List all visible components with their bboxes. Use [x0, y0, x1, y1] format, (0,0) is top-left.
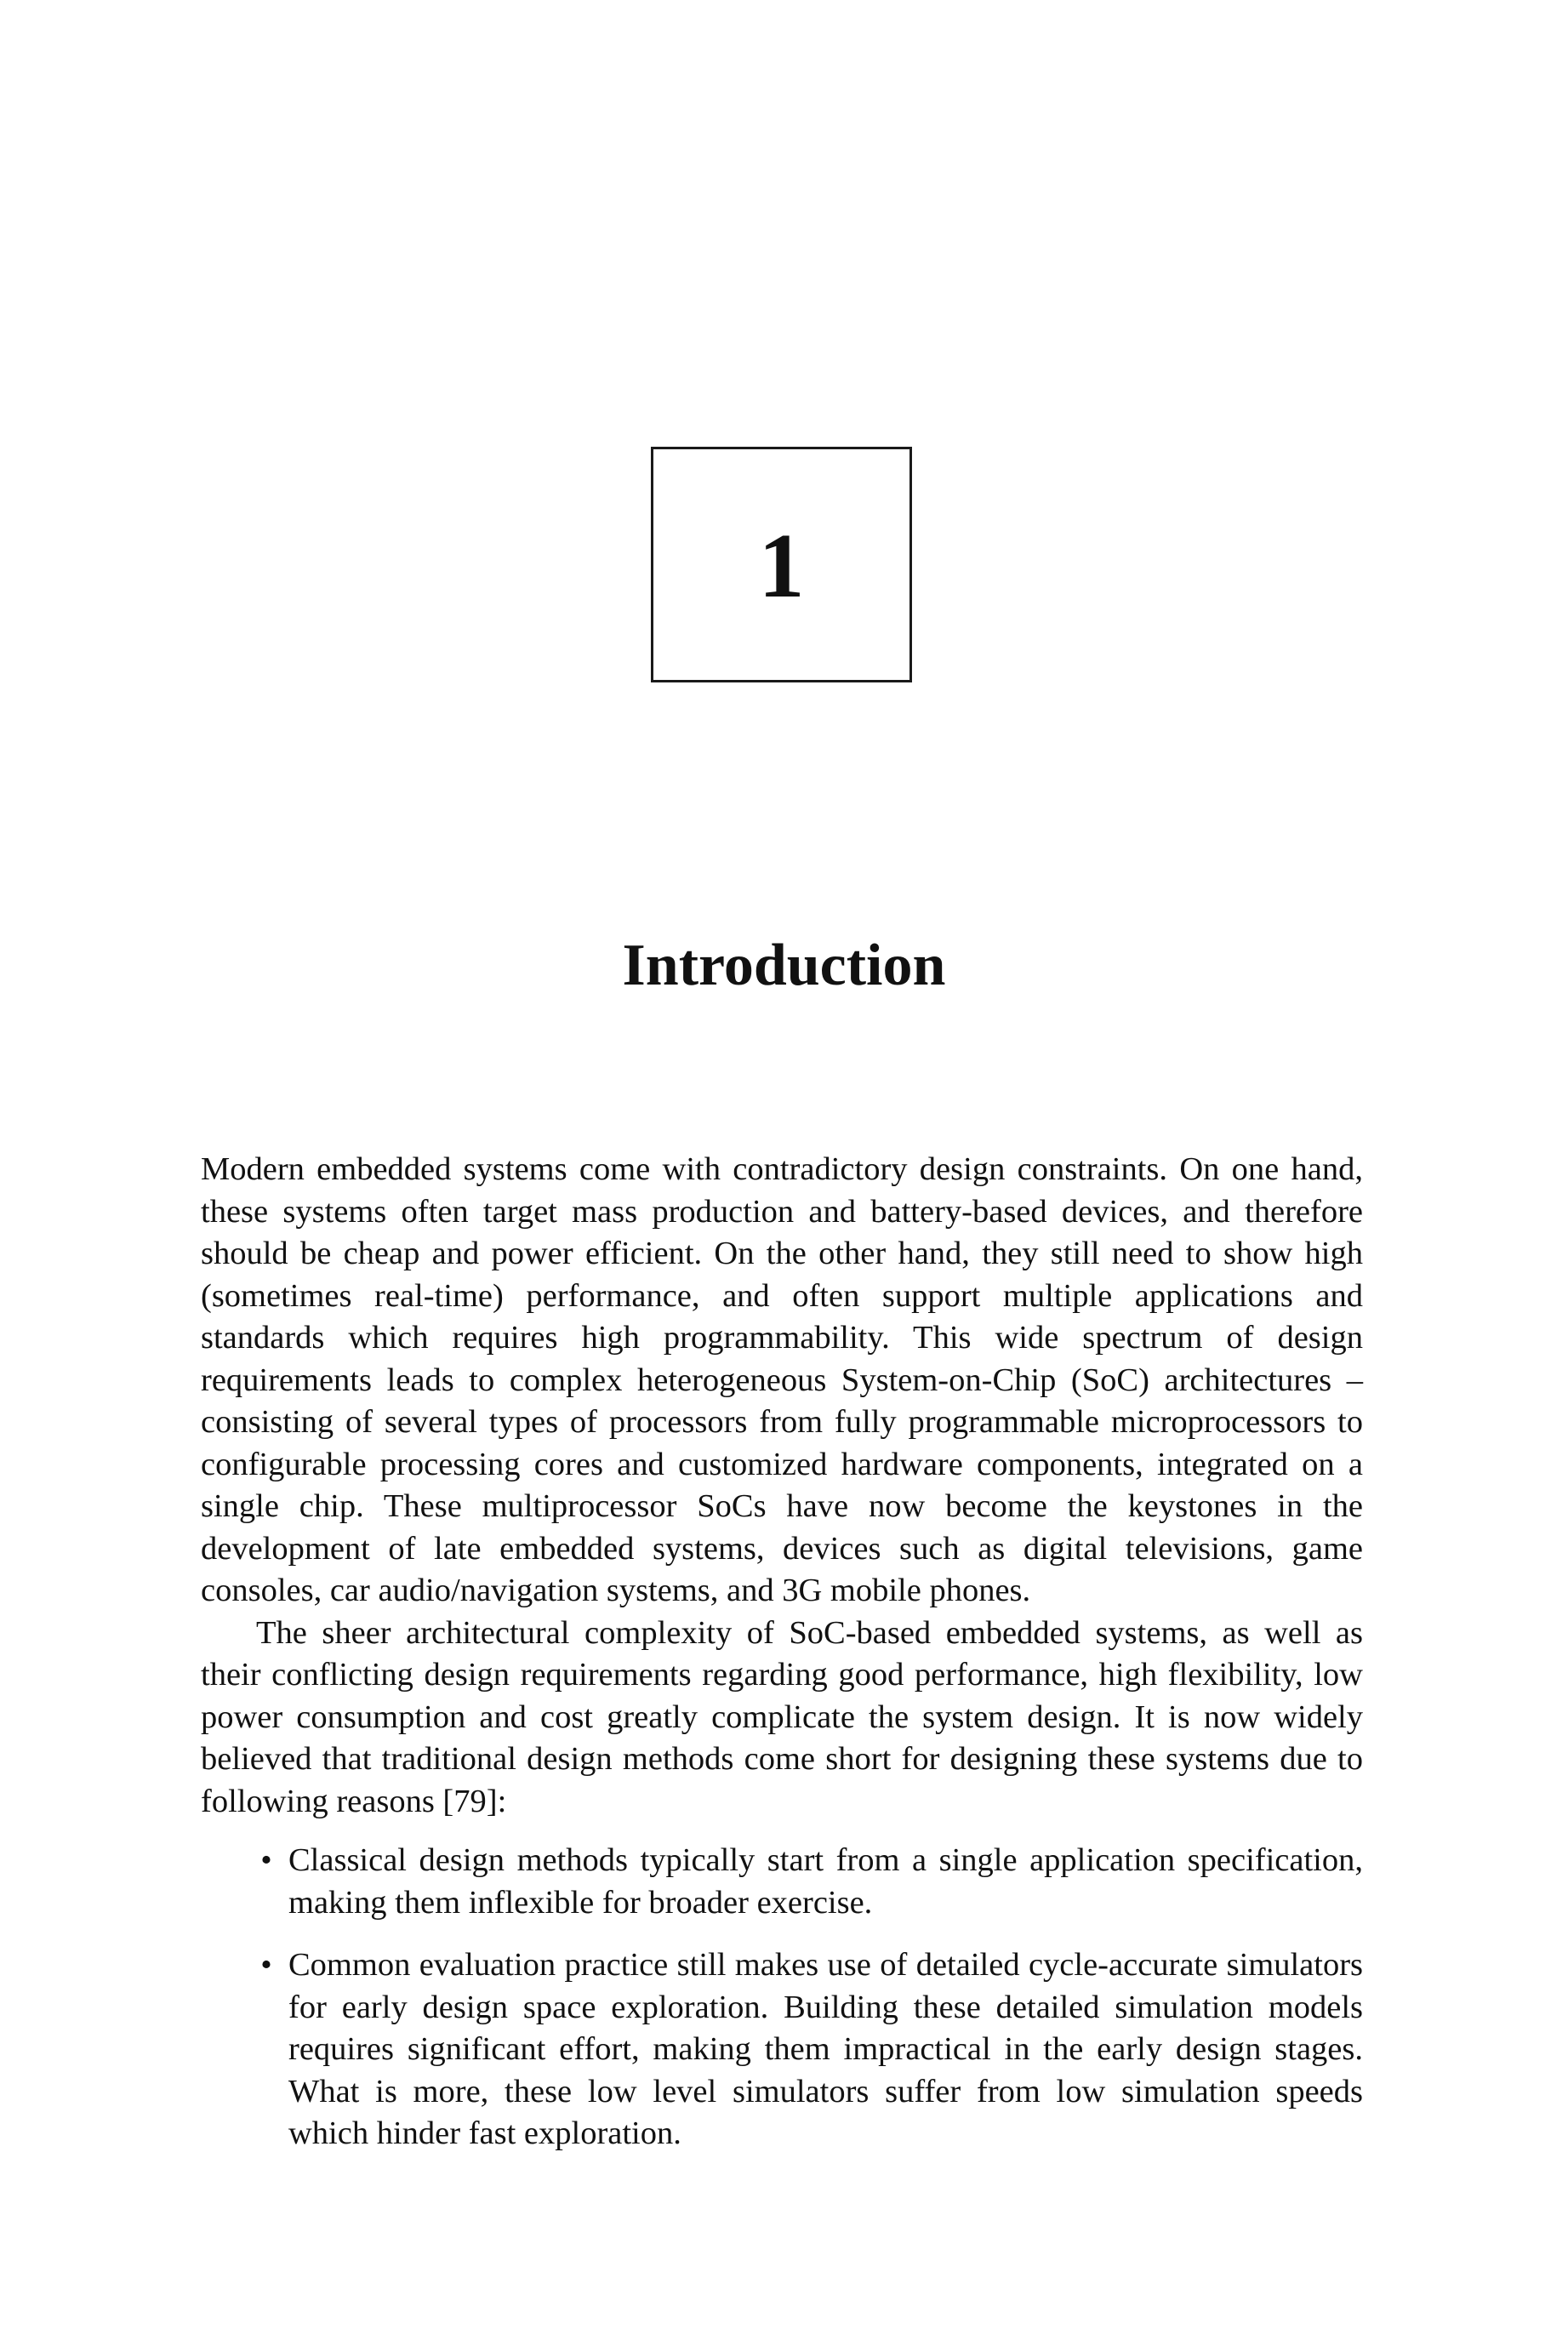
bullet-icon: • [260, 1842, 272, 1878]
paragraph-1: Modern embedded systems come with contradictory design constraints. On one hand, these systems often target mass production and battery-based devices, and therefore should be cheap and power efficient. On the other hand, they still need to show high (sometimes real-time) performance, and often support multiple applications and standards which requires high programmability. This wide spectrum of design requirements leads to complex heterogeneous System-on-Chip (SoC) architectures – consisting of several types of processors from fully programmable microprocessors to configurable processing cores and customized hardware components, integrated on a single chip. These multiprocessor SoCs have now become the keystones in the development of late embedded systems, devices such as digital televisions, game consoles, car audio/navigation systems, and 3G mobile phones. [201, 1151, 1363, 1608]
list-item-text: Common evaluation practice still makes use of detailed cycle-accurate simulators for early design space exploration. Building these detailed simulation models requires significant effort, making them impractical in the early design stages. What is more, these low level simulators suffer from low simulation speeds which hinder fast exploration. [288, 1947, 1363, 2151]
bullet-icon: • [260, 1947, 272, 1983]
list-item [201, 1840, 1363, 1924]
list-item [201, 1944, 1363, 2155]
bullet-list [201, 1840, 1363, 2155]
list-item-text: Classical design methods typically start from a single application specification, making them inflexible for broader exercise. [288, 1842, 1363, 1921]
chapter-title: Introduction [622, 933, 946, 998]
body-text [201, 1149, 1363, 2176]
chapter-number-box [651, 447, 912, 682]
paragraph-2: The sheer architectural complexity of SoC-based embedded systems, as well as their conflicting design requirements regarding good performance, high flexibility, low power consumption and cost greatly complicate the system design. It is now widely believed that traditional design methods come short for designing these systems due to following reasons [79]: [201, 1614, 1363, 1819]
chapter-number: 1 [758, 515, 805, 617]
